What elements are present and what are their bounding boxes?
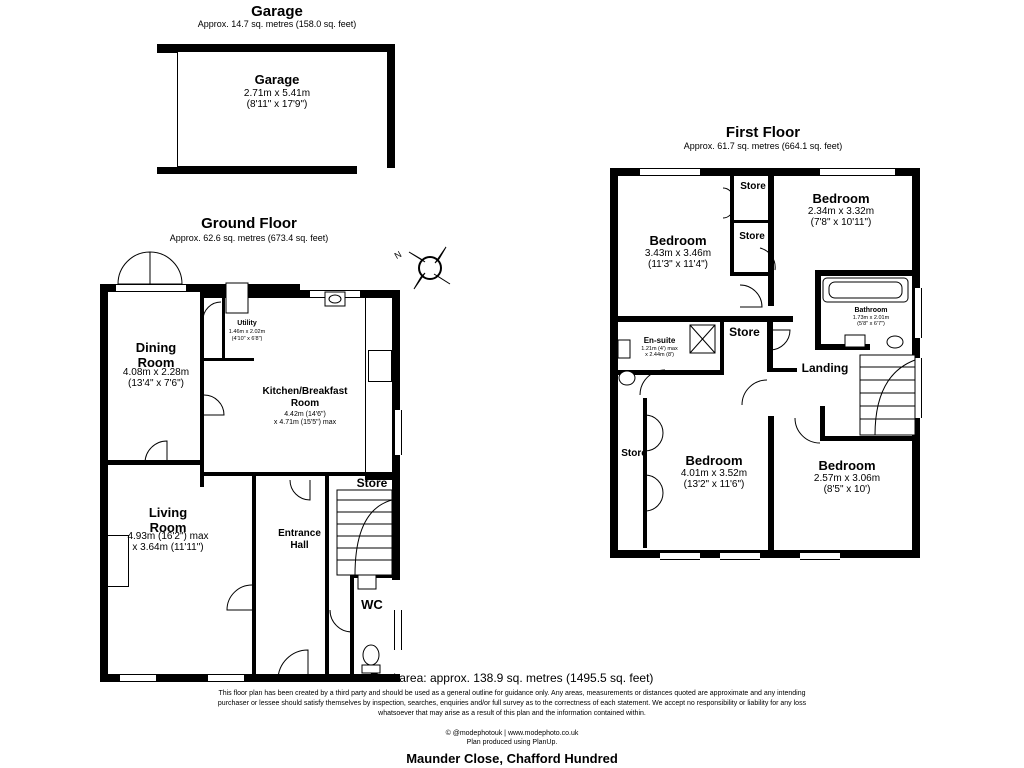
address: Maunder Close, Chafford Hundred [406,751,618,766]
bathroom-dim2: (5'8" x 6'7") [857,321,885,327]
ff-store-d: Store [621,448,647,459]
compass-label: N [392,249,404,261]
ff-store-a: Store [740,181,766,192]
kitchen-name: Kitchen/Breakfast Room [262,386,348,409]
first-floor-title: First Floor [725,124,801,141]
garage-room-name: Garage [254,72,300,87]
kitchen-dim2: x 4.71m (15'5") max [273,419,337,426]
ff-bedroom2-name: Bedroom [812,191,870,206]
bathroom-name: Bathroom [854,307,888,314]
garage-room-dim2: (8'11" x 17'9") [246,99,308,110]
first-floor-area: Approx. 61.7 sq. metres (664.1 sq. feet) [683,141,843,151]
credits-line-2: Plan produced using PlanUp. [466,739,558,746]
entrance-hall-name: Entrance Hall [278,528,321,551]
ensuite-dim1: 1.21m (4') max [641,346,678,352]
garage-area: Approx. 14.7 sq. metres (158.0 sq. feet) [197,19,357,29]
total-area: Total area: approx. 138.9 sq. metres (1495.5 sq. feet) [370,671,654,685]
ground-floor-title: Ground Floor [201,215,297,232]
dining-room-dim1: 4.08m x 2.28m [122,367,190,378]
disclaimer-line-2: purchaser or lessee should satisfy themselves by inspection, searches, enquiries and/or full survey as to the correctness of each statement. We accept no responsibility or liability for any loss [217,700,807,707]
ff-bedroom3-dim1: 4.01m x 3.52m [680,468,748,479]
dining-room-dim2: (13'4" x 7'6") [128,378,184,389]
ff-store-c: Store [729,325,760,339]
bathroom-dim1: 1.73m x 2.01m [852,315,890,321]
dining-room-name: Dining Room [135,340,177,370]
wc-name: WC [361,597,383,612]
ff-bedroom1-dim2: (11'3" x 11'4") [647,259,709,270]
utility-dim1: 1.46m x 2.02m [228,329,266,335]
kitchen-dim1: 4.42m (14'6") [284,411,326,418]
landing-name: Landing [801,361,849,375]
disclaimer-line-1: This floor plan has been created by a third party and should be used as a general outline for guidance only. Any areas, measurements or distances quoted are approximate and any intending [218,690,806,697]
garage-room-dim1: 2.71m x 5.41m [243,88,311,99]
ff-bedroom4-dim2: (8'5" x 10') [823,484,871,495]
utility-name: Utility [237,320,257,327]
living-room-name: Living Room [148,505,188,535]
ff-bedroom3-name: Bedroom [685,453,743,468]
gf-store-name: Store [356,476,388,490]
credits-line-1: © @modephotouk | www.modephoto.co.uk [445,730,579,737]
utility-dim2: (4'10" x 6'8") [231,336,263,342]
disclaimer-line-3: whatsoever that may arise as a result of this plan and the information contained within. [378,710,646,717]
ensuite-dim2: x 2.44m (8') [645,352,674,358]
ff-bedroom1-name: Bedroom [649,233,707,248]
ff-bedroom2-dim2: (7'8" x 10'11") [810,217,872,228]
ff-bedroom2-dim1: 2.34m x 3.32m [807,206,875,217]
ff-bedroom3-dim2: (13'2" x 11'6") [683,479,745,490]
garage-title: Garage [251,3,303,20]
ensuite-name: En-suite [643,336,676,345]
living-room-dim1: 4.93m (16'2") max [127,531,209,542]
ff-store-b: Store [739,231,765,242]
ff-bedroom1-dim1: 3.43m x 3.46m [644,248,712,259]
ff-bedroom4-name: Bedroom [818,458,876,473]
ff-bedroom4-dim1: 2.57m x 3.06m [813,473,881,484]
living-room-dim2: x 3.64m (11'11") [132,542,204,553]
ground-floor-area: Approx. 62.6 sq. metres (673.4 sq. feet) [169,233,329,243]
